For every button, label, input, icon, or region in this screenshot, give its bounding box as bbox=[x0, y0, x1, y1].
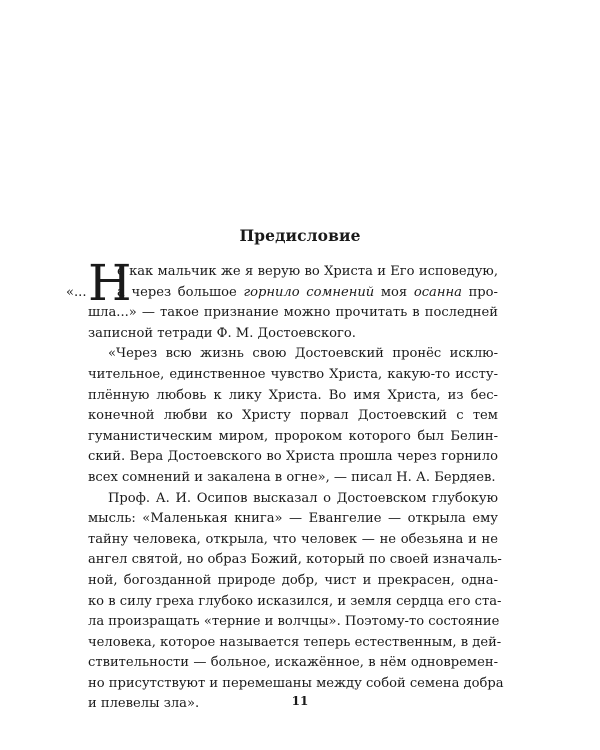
text-line: ной, богозданной природе добр, чист и прекрасен, одна- bbox=[88, 572, 498, 588]
page-number: 11 bbox=[291, 694, 309, 708]
text-line: но присутствуют и перемешаны между собой семена добра bbox=[88, 675, 504, 691]
text-line: ангел святой, но образ Божий, который по своей изначаль- bbox=[88, 552, 502, 568]
text-line: записной тетради Ф. М. Достоевского. bbox=[88, 325, 356, 341]
text-line: «Через всю жизнь свою Достоевский пронёс исклю- bbox=[108, 346, 498, 362]
text-line: тайну человека, открыла, что человек — не обезьяна и не bbox=[88, 531, 498, 547]
first-paragraph bbox=[66, 254, 498, 344]
text-line: мысль: «Маленькая книга» — Евангелие — открыла ему bbox=[88, 511, 498, 527]
text-line: гуманистическим миром, пророком которого был Белин- bbox=[88, 428, 498, 444]
text-fragment: а через большое bbox=[117, 284, 244, 300]
text-line: е как мальчик же я верую во Христа и Его исповедую, bbox=[117, 264, 498, 279]
drop-cap: Н bbox=[88, 254, 132, 312]
text-line: шла...» — такое признание можно прочитать в последней bbox=[88, 305, 498, 321]
text-line bbox=[66, 283, 498, 304]
text-line: чительное, единственное чувство Христа, какую-то иссту- bbox=[88, 366, 498, 382]
text-line: всех сомнений и закалена в огне», — писал Н. А. Бердяев. bbox=[88, 469, 496, 485]
text-line: Проф. А. И. Осипов высказал о Достоевском глубокую bbox=[108, 490, 498, 506]
second-paragraph bbox=[88, 344, 498, 488]
body-text bbox=[66, 254, 504, 715]
third-paragraph bbox=[88, 489, 504, 716]
text-fragment: про- bbox=[461, 284, 498, 300]
text-fragment-italic: осанна bbox=[413, 284, 462, 300]
text-line: плённую любовь к лику Христа. Во имя Христа, из бес- bbox=[88, 387, 498, 403]
text-line: и плевелы зла». bbox=[88, 696, 200, 712]
text-fragment: «... bbox=[66, 284, 87, 300]
text-line: ко в силу греха глубоко исказился, и земля сердца его ста- bbox=[88, 593, 502, 609]
page-title: Предисловие bbox=[239, 226, 361, 245]
text-line: ствительности — больное, искажённое, в нём одновремен- bbox=[88, 655, 498, 671]
text-fragment-italic: горнило сомнений bbox=[243, 284, 375, 300]
text-fragment: моя bbox=[374, 284, 414, 300]
text-line: конечной любви ко Христу порвал Достоевский с тем bbox=[88, 408, 498, 424]
text-line: ский. Вера Достоевского во Христа прошла через горнило bbox=[88, 449, 498, 465]
text-line: ла произращать «терние и волчцы». Поэтому-то состояние bbox=[88, 614, 500, 630]
text-line: человека, которое называется теперь естественным, в дей- bbox=[88, 634, 502, 650]
